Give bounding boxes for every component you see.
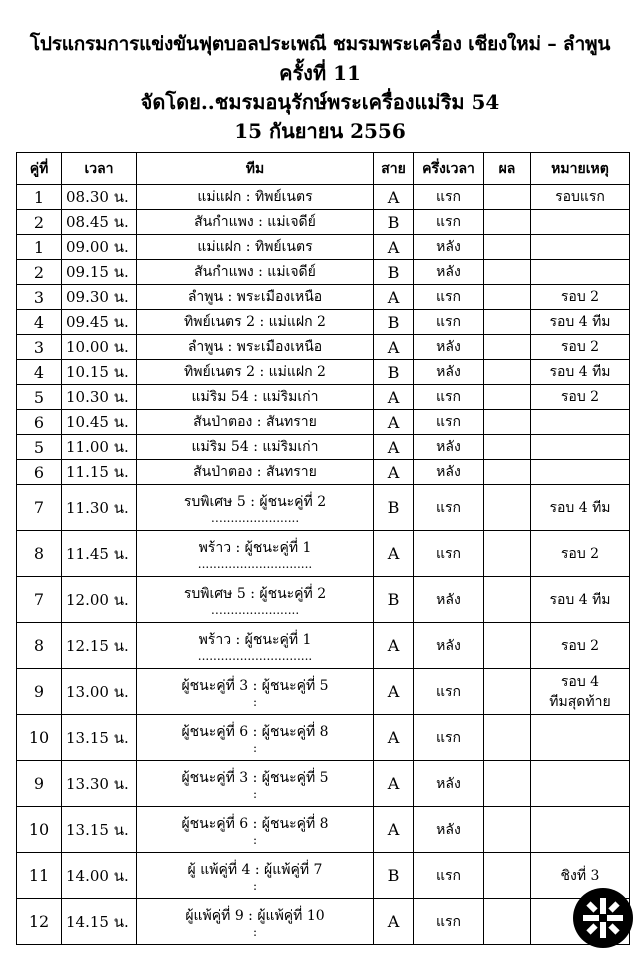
cell-team <box>137 577 374 623</box>
cell-time: 12.15 น. <box>62 623 137 669</box>
cell-result <box>484 807 531 853</box>
cell-pair: 8 <box>17 623 62 669</box>
cell-half: แรก <box>414 410 484 435</box>
cell-pair: 10 <box>17 807 62 853</box>
cell-note: รอบ 4 ทีม <box>531 577 630 623</box>
cell-result <box>484 410 531 435</box>
cell-line: B <box>374 360 414 385</box>
cell-line: A <box>374 285 414 310</box>
table-row <box>17 807 630 853</box>
cell-note <box>531 807 630 853</box>
cell-line: A <box>374 669 414 715</box>
cell-team <box>137 623 374 669</box>
cell-result <box>484 335 531 360</box>
cell-team: สันป่าตอง : สันทราย <box>137 460 374 485</box>
table-row <box>17 385 630 410</box>
cell-time: 13.00 น. <box>62 669 137 715</box>
cell-half: หลัง <box>414 761 484 807</box>
cell-note <box>531 260 630 285</box>
cell-time: 10.45 น. <box>62 410 137 435</box>
cell-line: A <box>374 715 414 761</box>
cell-note: รอบ 4 ทีม <box>531 360 630 385</box>
team-placeholder: : <box>252 740 258 755</box>
table-row <box>17 285 630 310</box>
cell-half: หลัง <box>414 260 484 285</box>
cell-team: ลำพูน : พระเมืองเหนือ <box>137 335 374 360</box>
cell-time: 13.15 น. <box>62 715 137 761</box>
cell-note: รอบแรก <box>531 185 630 210</box>
edition-label: ครั้งที่ 11 <box>279 61 361 85</box>
cell-team: สันกำแพง : แม่เจดีย์ <box>137 260 374 285</box>
cell-half: แรก <box>414 715 484 761</box>
cell-team: แม่แฝก : ทิพย์เนตร <box>137 235 374 260</box>
cell-result <box>484 485 531 531</box>
cell-note <box>531 669 630 715</box>
cell-time: 10.00 น. <box>62 335 137 360</box>
cell-result <box>484 360 531 385</box>
cell-pair: 5 <box>17 435 62 460</box>
cell-result <box>484 531 531 577</box>
table-row <box>17 310 630 335</box>
note-line: รอบ 4 <box>560 673 600 690</box>
team-placeholder: ….................... <box>210 602 300 617</box>
team-placeholder: ….................... <box>210 510 300 525</box>
team-placeholder: : <box>252 878 258 893</box>
cell-half: หลัง <box>414 360 484 385</box>
cell-line: A <box>374 435 414 460</box>
table-row <box>17 235 630 260</box>
cell-note <box>531 210 630 235</box>
cell-pair: 2 <box>17 260 62 285</box>
cell-time: 10.15 น. <box>62 360 137 385</box>
cell-line: A <box>374 335 414 360</box>
cell-half: แรก <box>414 385 484 410</box>
cell-half: แรก <box>414 853 484 899</box>
cell-team <box>137 853 374 899</box>
cell-time: 09.45 น. <box>62 310 137 335</box>
cell-pair: 12 <box>17 899 62 945</box>
cell-note: รอบ 4 ทีม <box>531 485 630 531</box>
organizer-label: จัดโดย..ชมรมอนุรักษ์พระเครื่องแม่ริม 54 <box>140 90 500 114</box>
col-header-time: เวลา <box>62 153 137 185</box>
team-matchup: ผู้ชนะคู่ที่ 6 : ผู้ชนะคู่ที่ 8 <box>181 723 329 740</box>
cell-note: รอบ 2 <box>531 335 630 360</box>
cell-pair: 11 <box>17 853 62 899</box>
cell-team <box>137 761 374 807</box>
cell-result <box>484 899 531 945</box>
cell-team: สันกำแพง : แม่เจดีย์ <box>137 210 374 235</box>
table-row <box>17 335 630 360</box>
cell-team: แม่ริม 54 : แม่ริมเก่า <box>137 435 374 460</box>
cell-pair: 7 <box>17 577 62 623</box>
cell-time: 08.30 น. <box>62 185 137 210</box>
document-header <box>0 30 640 146</box>
cell-line: A <box>374 899 414 945</box>
table-row <box>17 761 630 807</box>
event-date: 15 กันยายน 2556 <box>234 119 406 143</box>
table-row <box>17 360 630 385</box>
col-header-result: ผล <box>484 153 531 185</box>
table-row <box>17 260 630 285</box>
cell-time: 14.15 น. <box>62 899 137 945</box>
cell-pair: 6 <box>17 460 62 485</box>
cell-team: แม่ริม 54 : แม่ริมเก่า <box>137 385 374 410</box>
table-row <box>17 460 630 485</box>
cell-pair: 2 <box>17 210 62 235</box>
team-matchup: ผู้ชนะคู่ที่ 6 : ผู้ชนะคู่ที่ 8 <box>181 815 329 832</box>
cell-pair: 3 <box>17 335 62 360</box>
team-placeholder: : <box>252 786 258 801</box>
cell-result <box>484 435 531 460</box>
cell-half: หลัง <box>414 460 484 485</box>
cell-pair: 5 <box>17 385 62 410</box>
team-placeholder: : <box>252 694 258 709</box>
cell-note: รอบ 2 <box>531 385 630 410</box>
cell-time: 11.30 น. <box>62 485 137 531</box>
cell-time: 11.15 น. <box>62 460 137 485</box>
note-line-2: ทีมสุดท้าย <box>549 693 611 710</box>
cell-result <box>484 385 531 410</box>
club-emblem-icon <box>573 888 633 948</box>
team-matchup: ผู้ชนะคู่ที่ 3 : ผู้ชนะคู่ที่ 5 <box>181 769 329 786</box>
cell-line: B <box>374 260 414 285</box>
cell-result <box>484 577 531 623</box>
cell-result <box>484 715 531 761</box>
cell-pair: 8 <box>17 531 62 577</box>
team-matchup: พร้าว : ผู้ชนะคู่ที่ 1 <box>198 631 312 648</box>
cell-time: 12.00 น. <box>62 577 137 623</box>
team-matchup: รบพิเศษ 5 : ผู้ชนะคู่ที่ 2 <box>183 585 327 602</box>
table-header-row <box>17 153 630 185</box>
cell-line: B <box>374 485 414 531</box>
cell-team <box>137 807 374 853</box>
cell-half: แรก <box>414 485 484 531</box>
cell-time: 11.45 น. <box>62 531 137 577</box>
cell-half: แรก <box>414 285 484 310</box>
team-matchup: พร้าว : ผู้ชนะคู่ที่ 1 <box>198 539 312 556</box>
cell-note: รอบ 4 ทีม <box>531 310 630 335</box>
cell-team <box>137 531 374 577</box>
table-row <box>17 485 630 531</box>
cell-line: B <box>374 853 414 899</box>
cell-pair: 1 <box>17 235 62 260</box>
col-header-pair: คู่ที่ <box>17 153 62 185</box>
table-row <box>17 669 630 715</box>
cell-line: A <box>374 761 414 807</box>
cell-note: รอบ 2 <box>531 623 630 669</box>
cell-result <box>484 669 531 715</box>
cell-time: 09.15 น. <box>62 260 137 285</box>
cell-result <box>484 285 531 310</box>
cell-line: A <box>374 235 414 260</box>
cell-pair: 9 <box>17 669 62 715</box>
cell-line: B <box>374 577 414 623</box>
col-header-team: ทีม <box>137 153 374 185</box>
cell-note <box>531 235 630 260</box>
cell-half: หลัง <box>414 807 484 853</box>
cell-time: 11.00 น. <box>62 435 137 460</box>
cell-team: สันป่าตอง : สันทราย <box>137 410 374 435</box>
table-row <box>17 210 630 235</box>
table-row <box>17 435 630 460</box>
team-placeholder: : <box>252 924 258 939</box>
cell-team <box>137 715 374 761</box>
cell-line: A <box>374 460 414 485</box>
cell-team <box>137 485 374 531</box>
cell-time: 10.30 น. <box>62 385 137 410</box>
cell-team: ทิพย์เนตร 2 : แม่แฝก 2 <box>137 310 374 335</box>
cell-team: ทิพย์เนตร 2 : แม่แฝก 2 <box>137 360 374 385</box>
cell-note: รอบ 2 <box>531 531 630 577</box>
cell-line: A <box>374 807 414 853</box>
table-row <box>17 577 630 623</box>
cell-half: หลัง <box>414 435 484 460</box>
team-matchup: ผู้ แพ้คู่ที่ 4 : ผู้แพ้คู่ที่ 7 <box>187 861 323 878</box>
cell-note: รอบ 2 <box>531 285 630 310</box>
cell-half: แรก <box>414 531 484 577</box>
team-matchup: ผู้แพ้คู่ที่ 9 : ผู้แพ้คู่ที่ 10 <box>185 907 325 924</box>
cell-time: 14.00 น. <box>62 853 137 899</box>
table-row <box>17 715 630 761</box>
cell-pair: 7 <box>17 485 62 531</box>
cell-result <box>484 761 531 807</box>
cell-time: 09.00 น. <box>62 235 137 260</box>
cell-time: 08.45 น. <box>62 210 137 235</box>
team-placeholder: .............................. <box>197 648 313 663</box>
cell-line: B <box>374 310 414 335</box>
cell-note <box>531 715 630 761</box>
cell-line: A <box>374 385 414 410</box>
cell-half: หลัง <box>414 623 484 669</box>
cell-time: 13.30 น. <box>62 761 137 807</box>
cell-result <box>484 623 531 669</box>
cell-result <box>484 185 531 210</box>
cell-half: แรก <box>414 669 484 715</box>
table-row <box>17 410 630 435</box>
cell-result <box>484 235 531 260</box>
cell-half: หลัง <box>414 335 484 360</box>
col-header-note: หมายเหตุ <box>531 153 630 185</box>
cell-team: แม่แฝก : ทิพย์เนตร <box>137 185 374 210</box>
cell-team <box>137 899 374 945</box>
cell-result <box>484 853 531 899</box>
cell-line: A <box>374 185 414 210</box>
team-placeholder: .............................. <box>197 556 313 571</box>
cell-time: 13.15 น. <box>62 807 137 853</box>
team-matchup: รบพิเศษ 5 : ผู้ชนะคู่ที่ 2 <box>183 493 327 510</box>
cell-note <box>531 410 630 435</box>
cell-half: หลัง <box>414 577 484 623</box>
table-row <box>17 531 630 577</box>
cell-pair: 10 <box>17 715 62 761</box>
cell-note <box>531 761 630 807</box>
cell-result <box>484 260 531 285</box>
cell-half: แรก <box>414 899 484 945</box>
cell-result <box>484 460 531 485</box>
col-header-line: สาย <box>374 153 414 185</box>
cell-half: แรก <box>414 210 484 235</box>
cell-team: ลำพูน : พระเมืองเหนือ <box>137 285 374 310</box>
cell-result <box>484 310 531 335</box>
cell-note: ชิงที่ 3 <box>531 853 630 899</box>
col-header-half: ครึ่งเวลา <box>414 153 484 185</box>
cell-team <box>137 669 374 715</box>
cell-time: 09.30 น. <box>62 285 137 310</box>
match-schedule-table <box>16 152 630 945</box>
cell-pair: 1 <box>17 185 62 210</box>
cell-note <box>531 460 630 485</box>
cell-line: B <box>374 210 414 235</box>
table-row <box>17 623 630 669</box>
table-row <box>17 185 630 210</box>
cell-pair: 4 <box>17 360 62 385</box>
cell-half: หลัง <box>414 235 484 260</box>
cell-half: แรก <box>414 310 484 335</box>
table-row <box>17 853 630 899</box>
team-matchup: ผู้ชนะคู่ที่ 3 : ผู้ชนะคู่ที่ 5 <box>181 677 329 694</box>
cell-pair: 6 <box>17 410 62 435</box>
document-title: โปรแกรมการแข่งขันฟุตบอลประเพณี ชมรมพระเครื่อง เชียงใหม่ – ลำพูน <box>29 33 611 55</box>
team-placeholder: : <box>252 832 258 847</box>
cell-pair: 3 <box>17 285 62 310</box>
cell-half: แรก <box>414 185 484 210</box>
cell-line: A <box>374 531 414 577</box>
cell-pair: 9 <box>17 761 62 807</box>
cell-note <box>531 435 630 460</box>
table-row <box>17 899 630 945</box>
cell-line: A <box>374 623 414 669</box>
cell-pair: 4 <box>17 310 62 335</box>
cell-line: A <box>374 410 414 435</box>
cell-result <box>484 210 531 235</box>
